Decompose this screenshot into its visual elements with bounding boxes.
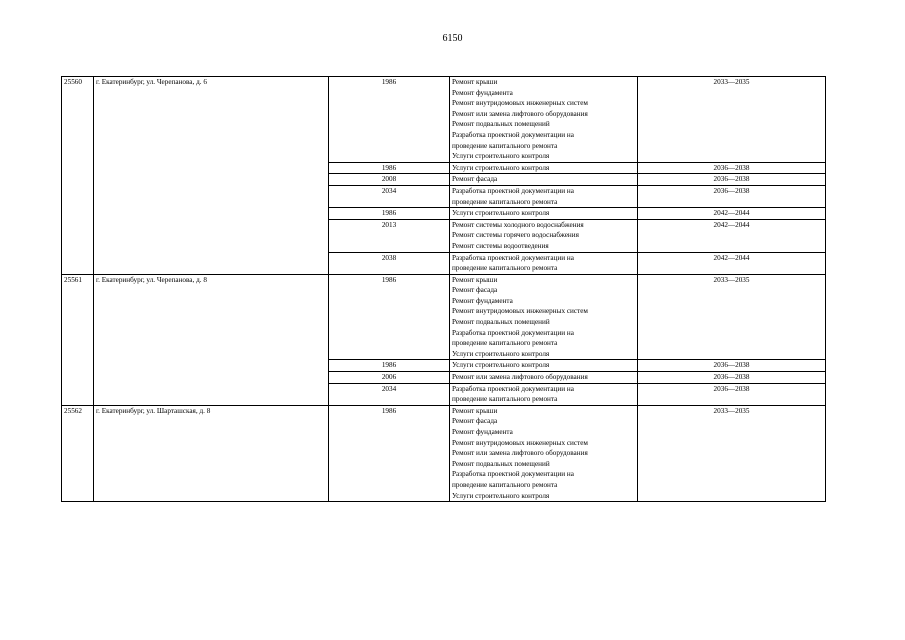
work-item: Ремонт подвальных помещений: [452, 318, 550, 327]
work-item: Услуги строительного контроля: [452, 349, 550, 358]
work-item: Услуги строительного контроля: [452, 163, 550, 172]
work-item: Ремонт или замена лифтового оборудования: [452, 373, 588, 382]
work-item: Услуги строительного контроля: [452, 209, 550, 218]
work-list: [450, 372, 638, 384]
last-repair-year: 2034: [329, 383, 450, 405]
work-item: Ремонт системы холодного водоснабжения: [452, 220, 584, 229]
table-row: [62, 274, 826, 360]
work-item: Ремонт внутридомовых инженерных систем: [452, 307, 588, 316]
work-item: Ремонт или замена лифтового оборудования: [452, 109, 588, 118]
work-item: Ремонт крыши: [452, 78, 498, 86]
last-repair-year: 2038: [329, 252, 450, 274]
work-item: Услуги строительного контроля: [452, 152, 550, 161]
table-row: [62, 77, 826, 163]
work-item: Ремонт крыши: [452, 406, 498, 415]
work-item: Ремонт фасада: [452, 417, 498, 426]
work-item: проведение капитального ремонта: [452, 264, 558, 273]
last-repair-year: 1986: [329, 77, 450, 163]
work-list: [450, 174, 638, 186]
table-row: [62, 405, 826, 501]
last-repair-year: 2008: [329, 174, 450, 186]
work-item: проведение капитального ремонта: [452, 395, 558, 404]
work-item: Разработка проектной документации на: [452, 470, 574, 479]
work-item: проведение капитального ремонта: [452, 339, 558, 348]
work-item: Услуги строительного контроля: [452, 491, 550, 500]
last-repair-year: 2013: [329, 219, 450, 252]
work-item: Ремонт или замена лифтового оборудования: [452, 449, 588, 458]
building-id: 25560: [62, 77, 94, 275]
work-list: [450, 162, 638, 174]
work-item: проведение капитального ремонта: [452, 197, 558, 206]
work-list: [450, 77, 638, 163]
last-repair-year: 2006: [329, 372, 450, 384]
work-item: проведение капитального ремонта: [452, 141, 558, 150]
work-item: Разработка проектной документации на: [452, 130, 574, 139]
page-number: 6150: [442, 33, 463, 44]
work-item: Разработка проектной документации на: [452, 253, 574, 262]
table-body: [62, 77, 826, 502]
planned-period: 2042—2044: [638, 252, 826, 274]
work-item: Разработка проектной документации на: [452, 328, 574, 337]
planned-period: 2036—2038: [638, 372, 826, 384]
work-item: Ремонт фасада: [452, 286, 498, 295]
building-id: 25561: [62, 274, 94, 405]
work-item: Ремонт подвальных помещений: [452, 459, 550, 468]
last-repair-year: 1986: [329, 208, 450, 220]
planned-period: 2033—2035: [638, 77, 826, 163]
work-list: [450, 383, 638, 405]
building-address: г. Екатеринбург, ул. Шарташская, д. 8: [94, 405, 329, 501]
work-item: Ремонт внутридомовых инженерных систем: [452, 438, 588, 447]
building-address: г. Екатеринбург, ул. Черепанова, д. 8: [94, 274, 329, 405]
work-item: проведение капитального ремонта: [452, 480, 558, 489]
work-list: [450, 274, 638, 360]
work-list: [450, 252, 638, 274]
planned-period: 2036—2038: [638, 360, 826, 372]
last-repair-year: 1986: [329, 162, 450, 174]
last-repair-year: 2034: [329, 185, 450, 207]
planned-period: 2042—2044: [638, 219, 826, 252]
work-item: Разработка проектной документации на: [452, 186, 574, 195]
work-list: [450, 405, 638, 501]
repair-schedule-table: [61, 76, 826, 502]
work-list: [450, 360, 638, 372]
planned-period: 2036—2038: [638, 174, 826, 186]
work-item: Ремонт внутридомовых инженерных систем: [452, 99, 588, 108]
work-item: Ремонт крыши: [452, 275, 498, 284]
work-item: Ремонт системы водоотведения: [452, 241, 549, 250]
last-repair-year: 1986: [329, 405, 450, 501]
work-item: Разработка проектной документации на: [452, 384, 574, 393]
work-item: Ремонт подвальных помещений: [452, 120, 550, 129]
work-item: Ремонт системы горячего водоснабжения: [452, 231, 579, 240]
work-item: Ремонт фундамента: [452, 88, 513, 97]
planned-period: 2036—2038: [638, 185, 826, 207]
work-list: [450, 208, 638, 220]
work-item: Услуги строительного контроля: [452, 361, 550, 370]
building-id: 25562: [62, 405, 94, 501]
planned-period: 2033—2035: [638, 274, 826, 360]
work-list: [450, 219, 638, 252]
last-repair-year: 1986: [329, 360, 450, 372]
work-item: Ремонт фасада: [452, 175, 498, 184]
planned-period: 2036—2038: [638, 383, 826, 405]
work-item: Ремонт фундамента: [452, 428, 513, 436]
work-list: [450, 185, 638, 207]
planned-period: 2036—2038: [638, 162, 826, 174]
work-item: Ремонт фундамента: [452, 296, 513, 305]
planned-period: 2033—2035: [638, 405, 826, 501]
planned-period: 2042—2044: [638, 208, 826, 220]
last-repair-year: 1986: [329, 274, 450, 360]
building-address: г. Екатеринбург, ул. Черепанова, д. 6: [94, 77, 329, 275]
